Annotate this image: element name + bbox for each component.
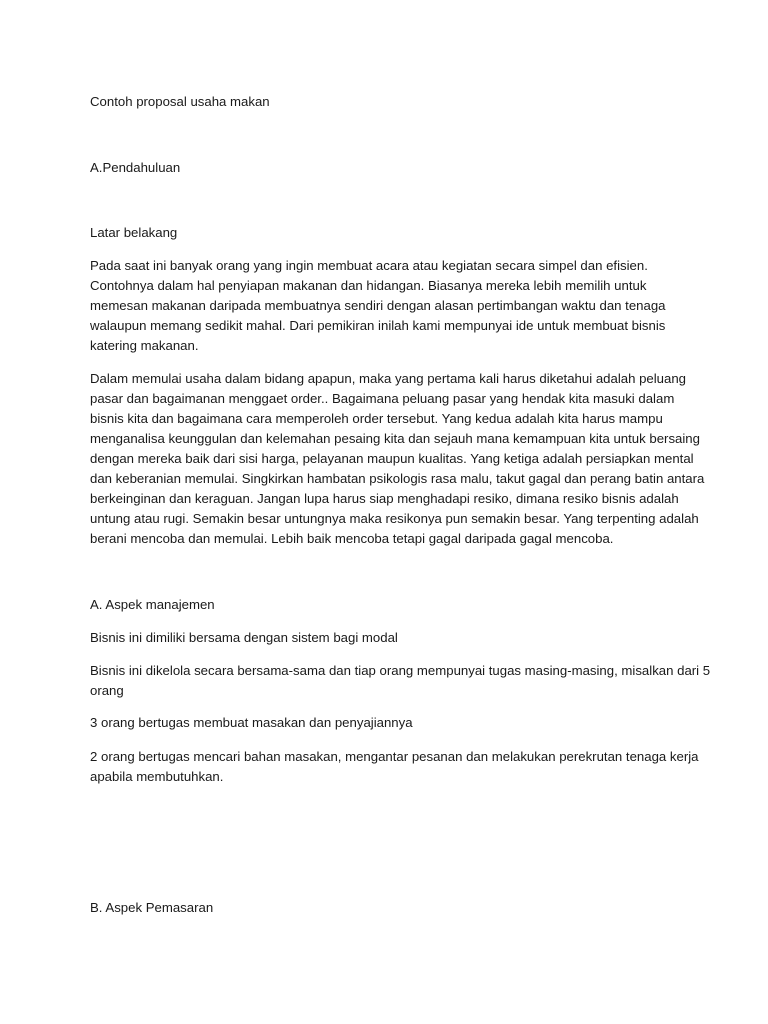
- paragraph-line: bisnis kita dan bagaimana cara memperoleh order tersebut. Yang kedua adalah kita harus mampu: [90, 411, 663, 426]
- paragraph-line: berkeinginan dan keraguan. Jangan lupa harus siap menghadapi resiko, dimana resiko bisnis adalah: [90, 491, 679, 506]
- paragraph-line: Bisnis ini dikelola secara bersama-sama dan tiap orang mempunyai tugas masing-masing, misalkan dari 5: [90, 663, 711, 678]
- paragraph-line: memesan makanan daripada membuatnya sendiri dengan alasan pertimbangan waktu dan tenaga: [90, 298, 666, 313]
- section-heading-introduction-text: A.Pendahuluan: [90, 160, 181, 175]
- paragraph-line: dan keberanian memulai. Singkirkan hambatan psikologis rasa malu, takut gagal dan perang batin antara: [90, 471, 705, 486]
- paragraph-line: Dalam memulai usaha dalam bidang apapun, maka yang pertama kali harus diketahui adalah peluang: [90, 371, 687, 386]
- section-heading-management: [90, 595, 690, 615]
- management-item-3: [90, 713, 690, 733]
- paragraph-line: 2 orang bertugas mencari bahan masakan, mengantar pesanan dan melakukan perekrutan tenaga kerja: [90, 749, 699, 764]
- paragraph-line: orang: [90, 683, 124, 698]
- paragraph-line: walaupun memang sedikit mahal. Dari pemikiran inilah kami mempunyai ide untuk membuat bisnis: [90, 318, 666, 333]
- section-heading-marketing: [90, 898, 690, 918]
- subheading-background: [90, 223, 690, 243]
- management-item-2: [90, 661, 711, 701]
- paragraph-line: 3 orang bertugas membuat masakan dan penyajiannya: [90, 715, 413, 730]
- paragraph-line: pasar dan bagaimanan menggaet order.. Bagaimana peluang pasar yang hendak kita masuki dalam: [90, 391, 675, 406]
- paragraph-line: apabila membutuhkan.: [90, 769, 224, 784]
- paragraph-line: untung atau rugi. Semakin besar untungnya maka resikonya pun semakin besar. Yang terpenting adalah: [90, 511, 699, 526]
- paragraph-line: Contohnya dalam hal penyiapan makanan dan hidangan. Biasanya mereka lebih memilih untuk: [90, 278, 647, 293]
- management-item-1: [90, 628, 690, 648]
- document-title-text: Contoh proposal usaha makan: [90, 94, 270, 109]
- paragraph-background-1: [90, 256, 690, 356]
- paragraph-line: menganalisa keunggulan dan kelemahan pesaing kita dan sejauh mana kemampuan kita untuk bersaing: [90, 431, 700, 446]
- paragraph-line: Pada saat ini banyak orang yang ingin membuat acara atau kegiatan secara simpel dan efisien.: [90, 258, 648, 273]
- section-heading-management-text: A. Aspek manajemen: [90, 597, 215, 612]
- document-title: [90, 92, 690, 112]
- paragraph-line: Bisnis ini dimiliki bersama dengan sistem bagi modal: [90, 630, 398, 645]
- section-heading-introduction: [90, 158, 690, 178]
- subheading-background-text: Latar belakang: [90, 225, 178, 240]
- paragraph-line: berani mencoba dan memulai. Lebih baik mencoba tetapi gagal daripada gagal mencoba.: [90, 531, 614, 546]
- paragraph-line: dengan mereka baik dari sisi harga, pelayanan maupun kualitas. Yang ketiga adalah persiapkan mental: [90, 451, 694, 466]
- section-heading-marketing-text: B. Aspek Pemasaran: [90, 900, 214, 915]
- paragraph-background-2: [90, 369, 705, 549]
- management-item-4: [90, 747, 699, 787]
- paragraph-line: katering makanan.: [90, 338, 199, 353]
